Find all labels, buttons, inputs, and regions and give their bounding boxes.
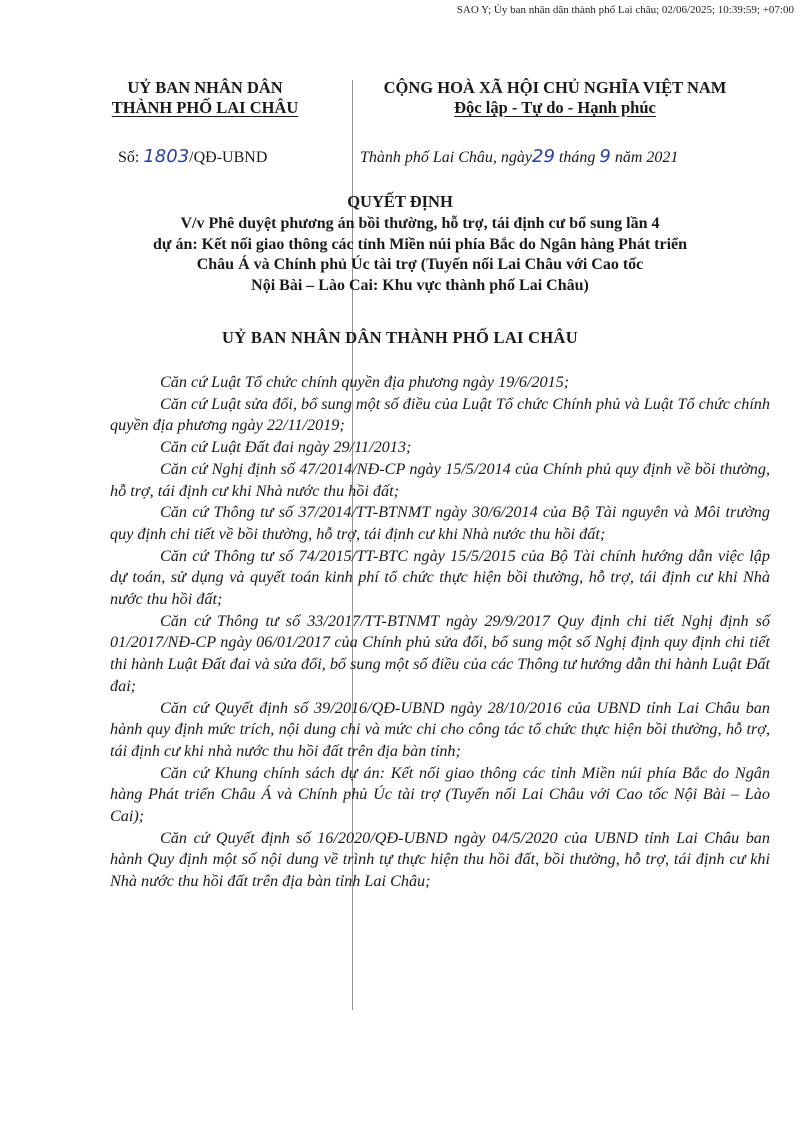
national-motto: Độc lập - Tự do - Hạnh phúc [454, 98, 656, 117]
legal-basis-paragraph: Căn cứ Quyết định số 16/2020/QĐ-UBND ngày 04/5/2020 của UBND tỉnh Lai Châu ban hành Quy định một số nội dung về trình tự thực hiện thu hồi đất, bồi thường, hỗ trợ, tái định cư khi Nhà nước thu hồi đất trên địa bàn tỉnh Lai Châu; [110, 828, 770, 891]
issuing-authority-header [70, 78, 340, 118]
national-name: CỘNG HOÀ XÃ HỘI CHỦ NGHĨA VIỆT NAM [383, 78, 727, 97]
legal-basis-paragraph: Căn cứ Thông tư số 33/2017/TT-BTNMT ngày 29/9/2017 Quy định chi tiết Nghị định số 01/2017/NĐ-CP ngày 06/01/2017 của Chính phủ sửa đổi, bổ sung một số Nghị định quy định chi tiết thi hành Luật Đất đai và sửa đổi, bổ sung một số điều của các Thông tư hướng dẫn thi hành Luật Đất đai; [110, 611, 770, 695]
national-header [345, 78, 765, 118]
date-prefix: Thành phố Lai Châu, ngày [360, 149, 533, 166]
document-title: QUYẾT ĐỊNH [347, 192, 453, 211]
doc-number-handwritten: 1803 [143, 146, 190, 167]
date-month-label: tháng [558, 149, 596, 166]
legal-basis-list [110, 372, 770, 893]
legal-basis-paragraph: Căn cứ Thông tư số 37/2014/TT-BTNMT ngày 30/6/2014 của Bộ Tài nguyên và Môi trường quy định chi tiết về bồi thường, hỗ trợ, tái định cư khi Nhà nước thu hồi đất; [110, 503, 770, 543]
legal-basis-paragraph: Căn cứ Thông tư số 74/2015/TT-BTC ngày 15/5/2015 của Bộ Tài chính hướng dẫn việc lập dự toán, sử dụng và quyết toán kinh phí tổ chức thực hiện bồi thường, hỗ trợ, tái định cư khi Nhà nước thu hồi đất; [110, 546, 770, 609]
legal-basis-paragraph: Căn cứ Nghị định số 47/2014/NĐ-CP ngày 15/5/2014 của Chính phủ quy định về bồi thường, hỗ trợ, tái định cư khi Nhà nước thu hồi đất; [110, 459, 770, 500]
legal-basis-paragraph: Căn cứ Luật sửa đổi, bổ sung một số điều của Luật Tổ chức Chính phủ và Luật Tổ chức chính quyền địa phương ngày 22/11/2019; [110, 394, 770, 435]
date-month-handwritten: 9 [599, 146, 611, 167]
document-subject [120, 214, 720, 296]
date-day-handwritten: 29 [532, 146, 555, 167]
subject-line: V/v Phê duyệt phương án bồi thường, hỗ trợ, tái định cư bổ sung lần 4 [180, 215, 660, 232]
authority-line-1: UỶ BAN NHÂN DÂN [127, 78, 283, 97]
document-number [118, 146, 267, 167]
date-year: năm 2021 [614, 149, 679, 166]
decision-authority: UỶ BAN NHÂN DÂN THÀNH PHỐ LAI CHÂU [222, 328, 578, 347]
doc-number-suffix: /QĐ-UBND [189, 149, 268, 166]
legal-basis-paragraph: Căn cứ Luật Tổ chức chính quyền địa phương ngày 19/6/2015; [160, 373, 570, 391]
authority-line-2: THÀNH PHỐ LAI CHÂU [111, 98, 299, 117]
subject-line: Châu Á và Chính phủ Úc tài trợ (Tuyến nối Lai Châu với Cao tốc [196, 256, 644, 273]
doc-number-prefix: Số: [118, 149, 140, 166]
legal-basis-paragraph: Căn cứ Quyết định số 39/2016/QĐ-UBND ngày 28/10/2016 của UBND tỉnh Lai Châu ban hành quy định mức trích, nội dung chi và mức chi cho công tác tổ chức thực hiện bồi thường, hỗ trợ, tái định cư khi nhà nước thu hồi đất trên địa bàn tỉnh; [110, 698, 770, 760]
legal-basis-paragraph: Căn cứ Luật Đất đai ngày 29/11/2013; [160, 438, 412, 457]
digital-copy-stamp: SAO Y; Ủy ban nhân dân thành phố Lai châu; 02/06/2025; 10:39:59; +07:00 [456, 4, 794, 16]
subject-line: Nội Bài – Lào Cai: Khu vực thành phố Lai Châu) [251, 276, 589, 294]
legal-basis-paragraph: Căn cứ Khung chính sách dự án: Kết nối giao thông các tỉnh Miền núi phía Bắc do Ngân hàng Phát triển Châu Á và Chính phủ Úc tài trợ (Tuyến nối Lai Châu với Cao tốc Nội Bài – Lào Cai); [110, 763, 770, 826]
issue-date [360, 146, 678, 167]
subject-line: dự án: Kết nối giao thông các tỉnh Miền núi phía Bắc do Ngân hàng Phát triển [152, 235, 688, 253]
